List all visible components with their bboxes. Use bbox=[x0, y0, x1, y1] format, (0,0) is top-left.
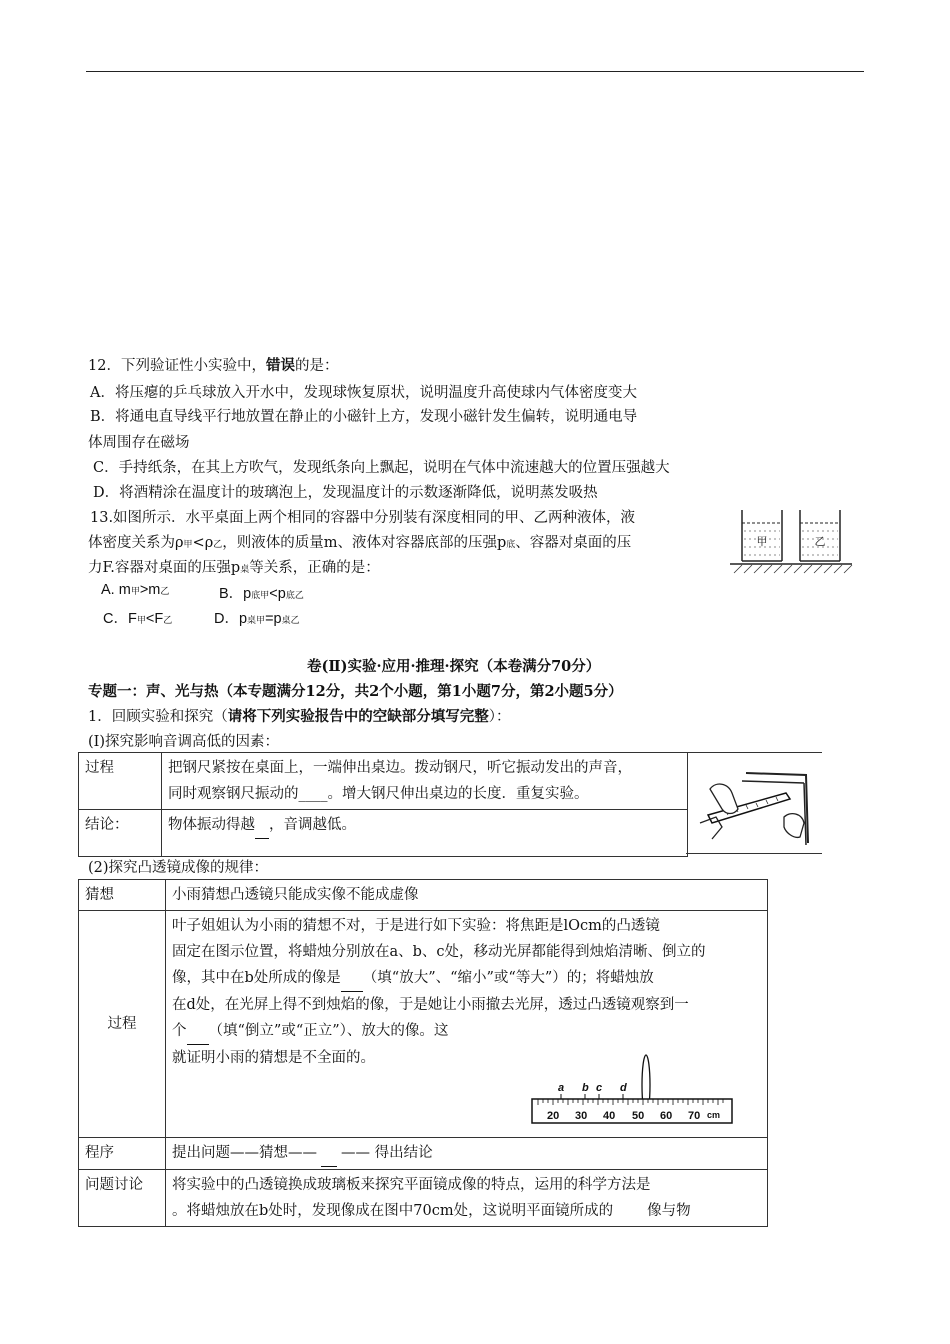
exp2-text: 像，其中在b处所成的像是 bbox=[172, 970, 341, 986]
q12-option-a: A．将压瘪的乒乓球放入开水中，发现球恢复原状，说明温度升高使球内气体密度变大 bbox=[90, 385, 637, 401]
opt-text: =p bbox=[265, 611, 282, 627]
q13-line2-part: ，则液体的质量m、液体对容器底部的压强p bbox=[222, 535, 507, 551]
opt-sub: 桌乙 bbox=[281, 615, 300, 625]
q12-option-b-line2: 体周围存在磁场 bbox=[88, 435, 190, 451]
exp2-process-cell bbox=[166, 911, 768, 1138]
exp1-label-process: 过程 bbox=[79, 753, 162, 810]
opt-text: D．p bbox=[214, 611, 248, 627]
opt-text: <p bbox=[269, 586, 286, 602]
exp1-process-line2 bbox=[168, 781, 681, 807]
sub-jia: 甲 bbox=[183, 540, 193, 550]
exp1-table bbox=[78, 752, 688, 857]
q13-option-b bbox=[219, 582, 304, 603]
opt-sub: 甲 bbox=[136, 615, 146, 625]
hand-right bbox=[784, 814, 804, 838]
opt-sub: 底乙 bbox=[285, 590, 304, 600]
exp2-process-line5 bbox=[172, 1018, 761, 1045]
exp2-process-line1: 叶子姐姐认为小雨的猜想不对，于是进行如下实验：将焦距是lOcm的凸透镜 bbox=[172, 918, 660, 934]
point-label: c bbox=[596, 1082, 603, 1094]
topic1-heading: 专题一：声、光与热（本专题满分12分，共2个小题，第1小题7分，第2小题5分） bbox=[88, 683, 623, 700]
exp1-conclusion-cell bbox=[162, 810, 688, 857]
fig-label-yi: 乙 bbox=[814, 536, 826, 548]
exp2-label-procedure: 程序 bbox=[79, 1138, 166, 1170]
q13-line3-part: 力F.容器对桌面的压强p bbox=[88, 560, 241, 576]
scale-unit: cm bbox=[707, 1110, 721, 1120]
ruler-figure-frame bbox=[686, 752, 822, 854]
sub-zhuo: 桌 bbox=[240, 565, 250, 575]
exp2-guess: 小雨猜想凸透镜只能成实像不能成虚像 bbox=[166, 880, 768, 911]
exp2-text: 像与物 bbox=[647, 1203, 691, 1219]
opt-sub: 桌甲 bbox=[247, 615, 266, 625]
exp2-text: （填“放大”、“缩小”或“等大”）的；将蜡烛放 bbox=[362, 970, 654, 986]
q13-line2-part: 、容器对桌面的压 bbox=[515, 535, 632, 551]
exp2-process-line2: 固定在图示位置，将蜡烛分别放在a、b、c处，移动光屏都能得到烛焰清晰、倒立的 bbox=[172, 944, 706, 960]
opt-text: >m bbox=[139, 582, 161, 598]
scale-label: 40 bbox=[603, 1110, 616, 1122]
blank-image-size[interactable] bbox=[341, 965, 363, 992]
exp2-text: —— 得出结论 bbox=[341, 1145, 433, 1161]
opt-text: B．p bbox=[219, 586, 252, 602]
q13-option-d bbox=[214, 607, 300, 628]
position-markers bbox=[558, 1082, 627, 1094]
opt-sub: 乙 bbox=[160, 586, 170, 596]
q12-suffix: 的是： bbox=[294, 358, 339, 374]
table-row bbox=[79, 880, 768, 911]
container-left bbox=[742, 510, 782, 561]
q13-line2-part: 体密度关系为ρ bbox=[88, 535, 184, 551]
table-row bbox=[79, 1170, 768, 1227]
exp1-label-conclusion: 结论： bbox=[79, 810, 162, 857]
exp2-label-process: 过程 bbox=[79, 911, 166, 1138]
sub-yi: 乙 bbox=[213, 540, 223, 550]
q13-line3 bbox=[88, 556, 380, 577]
q12-stem bbox=[88, 354, 338, 375]
q12-emphasis: 错误 bbox=[265, 357, 295, 374]
q1-intro-emphasis: 请将下列实验报告中的空缺部分填写完整 bbox=[227, 708, 489, 725]
optical-bench-figure bbox=[530, 1053, 736, 1137]
sub-di: 底 bbox=[506, 540, 516, 550]
blank-vibration[interactable]: ____ bbox=[298, 786, 328, 802]
scale-label: 50 bbox=[632, 1110, 645, 1122]
exp2-title: (2)探究凸透镜成像的规律： bbox=[88, 860, 269, 876]
blank-image-orientation[interactable] bbox=[187, 1018, 209, 1045]
q1-intro-part: 1．回顾实验和探究（ bbox=[88, 709, 228, 725]
table-row bbox=[79, 753, 688, 810]
opt-text: C．F bbox=[103, 611, 137, 627]
exp1-text: 同时观察钢尺振动的 bbox=[168, 786, 299, 802]
hand-left bbox=[710, 784, 738, 813]
exp2-label-discussion: 问题讨论 bbox=[79, 1170, 166, 1227]
q13-line2 bbox=[88, 531, 631, 552]
q12-option-d: D．将酒精涂在温度计的玻璃泡上，发现温度计的示数逐渐降低，说明蒸发吸热 bbox=[93, 485, 598, 501]
exp2-discussion bbox=[166, 1170, 768, 1227]
q13-option-c bbox=[103, 607, 172, 628]
exp1-text: ，音调越低。 bbox=[269, 817, 356, 833]
q13-option-a bbox=[101, 582, 169, 598]
q1-intro-part: ）： bbox=[488, 709, 511, 725]
exp1-text: 物体振动得越 bbox=[168, 817, 255, 833]
q12-option-c: C．手持纸条，在其上方吹气，发现纸条向上飘起，说明在气体中流速越大的位置压强越大 bbox=[93, 460, 670, 476]
scale-label: 70 bbox=[688, 1110, 701, 1122]
exp2-procedure bbox=[166, 1138, 768, 1170]
blank-procedure-step[interactable] bbox=[321, 1140, 337, 1167]
ruler-vibration-figure bbox=[686, 753, 822, 853]
exp2-process-line6: 就证明小雨的猜想是不全面的。 bbox=[172, 1050, 375, 1066]
container-right bbox=[800, 510, 840, 561]
exp2-text: 个 bbox=[172, 1023, 187, 1039]
point-label: a bbox=[558, 1082, 565, 1094]
table-row bbox=[79, 1138, 768, 1170]
scale-label: 30 bbox=[575, 1110, 588, 1122]
exp2-discussion-line1: 将实验中的凸透镜换成玻璃板来探究平面镜成像的特点，运用的科学方法是 bbox=[172, 1177, 651, 1193]
opt-text: <F bbox=[145, 611, 164, 627]
table-row bbox=[79, 810, 688, 857]
exp2-text: （填“倒立”或“正立”）、放大的像。这 bbox=[208, 1023, 449, 1039]
exp2-text: 提出问题——猜想—— bbox=[172, 1145, 317, 1161]
q13-line1: 13.如图所示．水平桌面上两个相同的容器中分别装有深度相同的甲、乙两种液体，液 bbox=[90, 510, 636, 526]
header-rule bbox=[86, 71, 864, 72]
opt-sub: 甲 bbox=[130, 586, 140, 596]
blank-conclusion[interactable] bbox=[255, 812, 269, 839]
exp1-process-line1: 把钢尺紧按在桌面上，一端伸出桌边。拨动钢尺，听它振动发出的声音， bbox=[168, 760, 632, 776]
q12-option-b-line1: B．将通电直导线平行地放置在静止的小磁针上方，发现小磁针发生偏转，说明通电导 bbox=[90, 409, 638, 425]
exp1-text: 。增大钢尺伸出桌边的长度．重复实验。 bbox=[327, 786, 589, 802]
q13-line2-part: <ρ bbox=[192, 535, 214, 551]
q1-intro bbox=[88, 705, 510, 726]
fig-label-jia: 甲 bbox=[756, 536, 768, 548]
opt-sub: 底甲 bbox=[251, 590, 270, 600]
exp1-title: (I)探究影响音调高低的因素： bbox=[88, 734, 280, 750]
point-label: b bbox=[582, 1082, 589, 1094]
opt-text: A. m bbox=[101, 582, 131, 598]
q13-containers-figure bbox=[728, 505, 854, 575]
exp2-process-line3 bbox=[172, 965, 761, 992]
exp2-label-guess: 猜想 bbox=[79, 880, 166, 911]
exp2-table bbox=[78, 879, 768, 1227]
table-row bbox=[79, 911, 768, 1138]
point-label: d bbox=[620, 1082, 627, 1094]
scale-label: 20 bbox=[547, 1110, 560, 1122]
scale-label: 60 bbox=[660, 1110, 673, 1122]
q13-line3-part: 等关系，正确的是： bbox=[249, 560, 380, 576]
exp2-text: 。将蜡烛放在b处时，发现像成在图中70cm处，这说明平面镜所成的 bbox=[172, 1203, 614, 1219]
exp1-process-cell bbox=[162, 753, 688, 810]
opt-sub: 乙 bbox=[163, 615, 173, 625]
table-hatching bbox=[734, 565, 852, 573]
q12-prefix: 12．下列验证性小实验中， bbox=[88, 358, 266, 374]
exp2-discussion-line2 bbox=[172, 1198, 761, 1224]
exp2-process-line4: 在d处，在光屏上得不到烛焰的像，于是她让小雨撤去光屏，透过凸透镜观察到一 bbox=[172, 997, 689, 1013]
part2-title: 卷(Ⅱ)实验·应用·推理·探究（本卷满分70分） bbox=[307, 658, 601, 675]
